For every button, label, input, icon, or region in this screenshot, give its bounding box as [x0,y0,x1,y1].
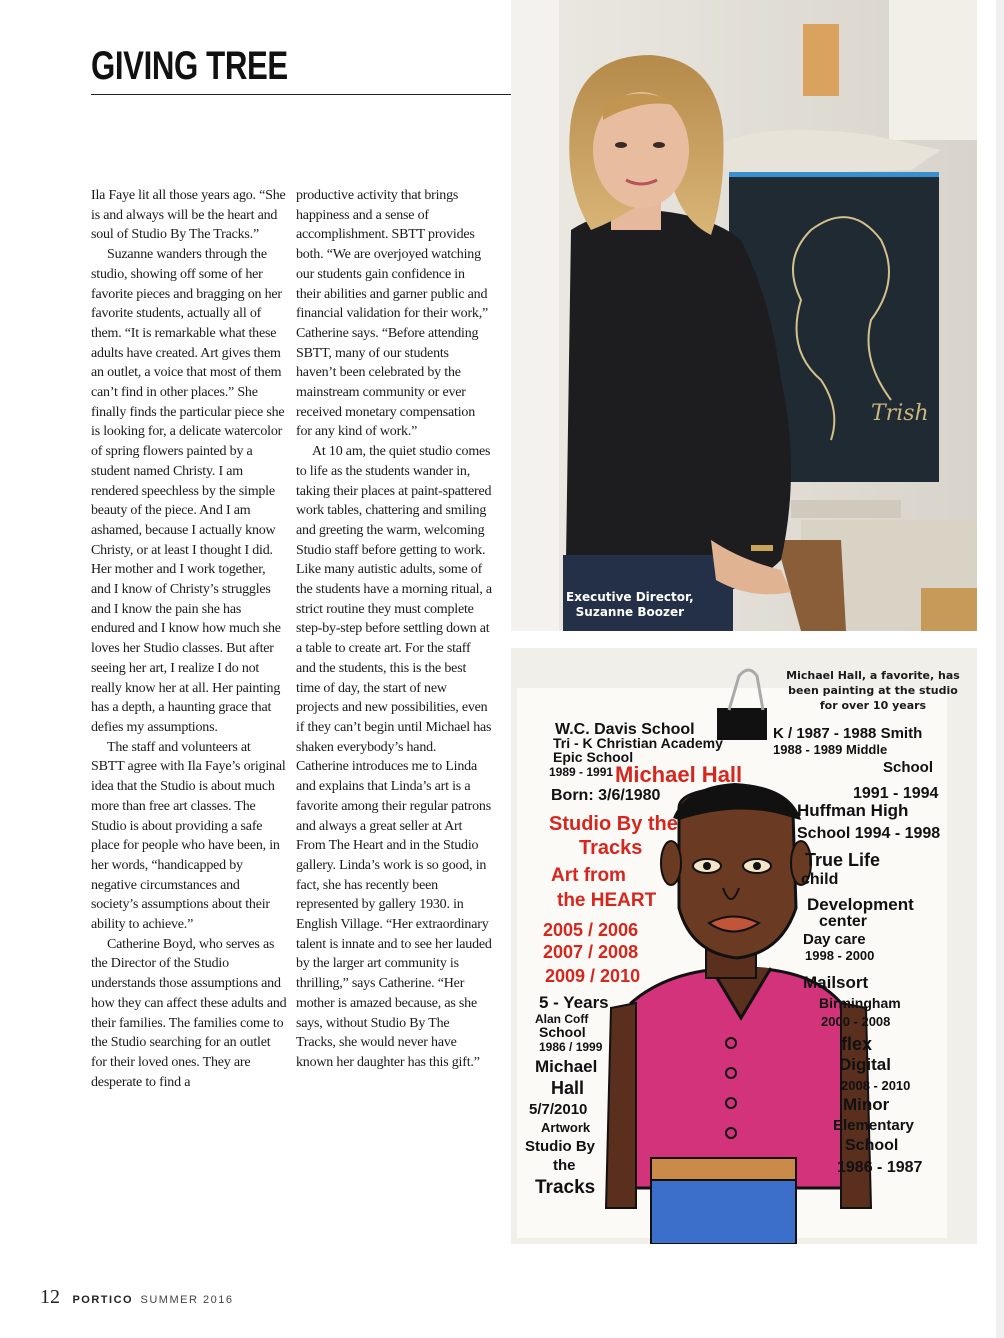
issue-label: SUMMER 2016 [140,1294,234,1306]
handwriting-line: School [883,759,934,776]
left-eye [615,142,627,148]
handwriting-line: Studio By [525,1138,595,1155]
handwriting-line: School [539,1024,586,1040]
handwriting-line: Hall [551,1078,585,1098]
left-arm [606,1003,636,1208]
painting-illustration [511,648,977,1244]
blue-pants [651,1180,796,1244]
handwriting-line: True Life [805,850,881,870]
handwriting-line: center [819,913,868,930]
handwriting-line: 2000 - 2008 [821,1014,891,1029]
handwriting-line: 2007 / 2008 [543,942,639,962]
handwriting-line: Artwork [541,1120,591,1135]
table-papers [791,500,901,518]
handwriting-line: School [845,1137,899,1154]
handwriting-line: Day care [803,931,866,948]
portrait-photo [511,0,977,631]
binder-clip [717,708,767,740]
handwriting-line: 2005 / 2006 [543,920,639,940]
handwriting-line: Development [807,895,914,914]
handwriting-line: School 1994 - 1998 [797,825,941,842]
painting-caption [780,668,966,713]
handwriting-line: 1986 - 1987 [837,1159,923,1176]
chalkboard-edge [729,172,939,177]
right-pupil [753,862,761,870]
paragraph: Catherine Boyd, who serves as the Director of the Studio understands those assumptions and how they can affect these adults and their families. The families come to the Studio searching for an outlet for their loved ones. They are desperate to find a [91,936,287,1090]
handwriting-line: child [801,871,839,888]
handwriting-line: Studio By the [549,813,678,835]
handwriting-line: 1998 - 2000 [805,948,875,963]
handwriting-line: 2009 / 2010 [545,966,641,986]
handwriting-line: Elementary [833,1117,914,1134]
photo-caption-line: Suzanne Boozer [575,605,685,619]
chalk-signature: Trish [871,401,929,426]
handwriting-line: 5/7/2010 [529,1101,588,1118]
handwriting-line: 5 - Years [539,993,609,1012]
artist-name-painted: Michael Hall [615,762,743,787]
handwriting-line: Tracks [535,1177,596,1198]
window-light [889,0,977,140]
handwriting-line: K / 1987 - 1988 Smith [773,725,923,742]
handwriting-line: 1986 / 1999 [539,1040,603,1054]
stool [921,588,977,631]
bracelet [751,545,773,551]
handwriting-line: Digital [839,1055,891,1074]
handwriting-line: 1991 - 1994 [853,785,939,802]
handwriting-line: Tracks [579,837,643,859]
publication-name: PORTICO [72,1294,134,1306]
paragraph: The staff and volunteers at SBTT agree with Ila Faye’s original idea that the Studio is about much more than free art classes. The Studio is about providing a safe place for people who have been, in her words, “handicapped by negative circumstances and society’s assumptions about their ability to achieve.” [91,739,286,933]
photo-caption [566,590,694,620]
article-column-2 [296,186,492,1073]
handwriting-line: W.C. Davis School [555,721,695,738]
left-pupil [703,862,711,870]
painting-caption-line: Michael Hall, a favorite, has [786,669,960,682]
white-column [511,0,559,631]
header-rule [91,94,511,95]
portrait-illustration [511,0,977,631]
handwriting-line: the HEART [557,890,657,911]
handwriting-line: Birmingham [819,995,901,1011]
handwriting-line: 2008 - 2010 [841,1078,911,1093]
painting-artwork [511,648,977,1244]
belt [651,1158,796,1180]
handwriting-line: flex [841,1034,873,1054]
paragraph: Suzanne wanders through the studio, showing off some of her favorite pieces and bragging on her favorite students, actually all of them. “It is remarkable what these adults have created. Art gives them an outlet, a voice that most of them can’t find in other places.” She finally finds the particular piece she is looking for, a delicate watercolor of spring flowers painted by a student named Christy. I am rendered speechless by the simple beauty of the piece. And I am ashamed, because I actually know Christy, or at least I thought I did. Her mother and I work together, and I know of Christy’s struggles and I know the pain she has endured and I know how much she loves her Studio classes. But after seeing her art, I realize I do not really know her at all. Her painting has a depth, a haunting grace that defies my assumptions. [91,247,285,735]
page-number: 12 [40,1286,60,1308]
handwriting-line: Mailsort [803,973,869,992]
scrollbar[interactable] [996,0,1004,1338]
handwriting-line: Tri - K Christian Academy [553,735,723,751]
handwriting-line: 1988 - 1989 Middle [773,742,888,757]
left-ear [661,841,681,885]
handwriting-line: the [553,1157,576,1174]
easel-top [803,24,839,96]
section-title: GIVING TREE [91,44,288,88]
handwriting-line: Art from [551,865,626,886]
right-eye [653,142,665,148]
painting-caption-line: for over 10 years [819,699,927,712]
page-footer [40,1286,233,1309]
article-column-1 [91,186,287,1092]
handwriting-line: 1989 - 1991 [549,765,614,779]
paragraph: At 10 am, the quiet studio comes to life as the students wander in, taking their places at paint-spattered work tables, chattering and smiling and greeting the warm, welcoming Studio staff before getting to work. Like many autistic adults, some of the students have a morning ritual, a strict routine they must complete step-by-step before settling down at a table to create art. For the staff and the students, this is the best time of day, the start of new projects and new possibilities, even if they can’t begin until Michael has shaken everybody’s hand. Catherine introduces me to Linda and explains that Linda’s art is a favorite among their regular patrons and always a great seller at Art From The Heart and in the Studio gallery. Linda’s work is so good, in fact, she has recently been represented by gallery 1930. in English Village. “Her extraordinary talent is innate and to see her lauded by the larger art community is thrilling,” says Catherine. “Her mother is amazed because, as she says, without Studio By The Tracks, she would never have known her daughter has this gift.” [296,444,492,1070]
paragraph: productive activity that brings happiness and a sense of accomplishment. SBTT provides both. “We are overjoyed watching our students gain confidence in their abilities and garner public and financial validation for their work,” Catherine says. “Before attending SBTT, many of our students haven’t been celebrated by the mainstream community or ever received monetary compensation for any kind of work.” [296,188,489,440]
handwriting-line: Alan Coff [535,1012,589,1026]
painting-caption-line: been painting at the studio [788,684,958,697]
handwriting-line: Epic School [553,749,634,765]
handwriting-line: Huffman High [797,801,909,820]
handwriting-line: Minor [843,1095,890,1114]
handwriting-line: Michael [535,1057,598,1076]
paragraph: Ila Faye lit all those years ago. “She is and always will be the heart and soul of Studio By The Tracks.” [91,188,286,243]
handwriting-line: Born: 3/6/1980 [551,787,661,804]
photo-caption-line: Executive Director, [566,590,694,604]
